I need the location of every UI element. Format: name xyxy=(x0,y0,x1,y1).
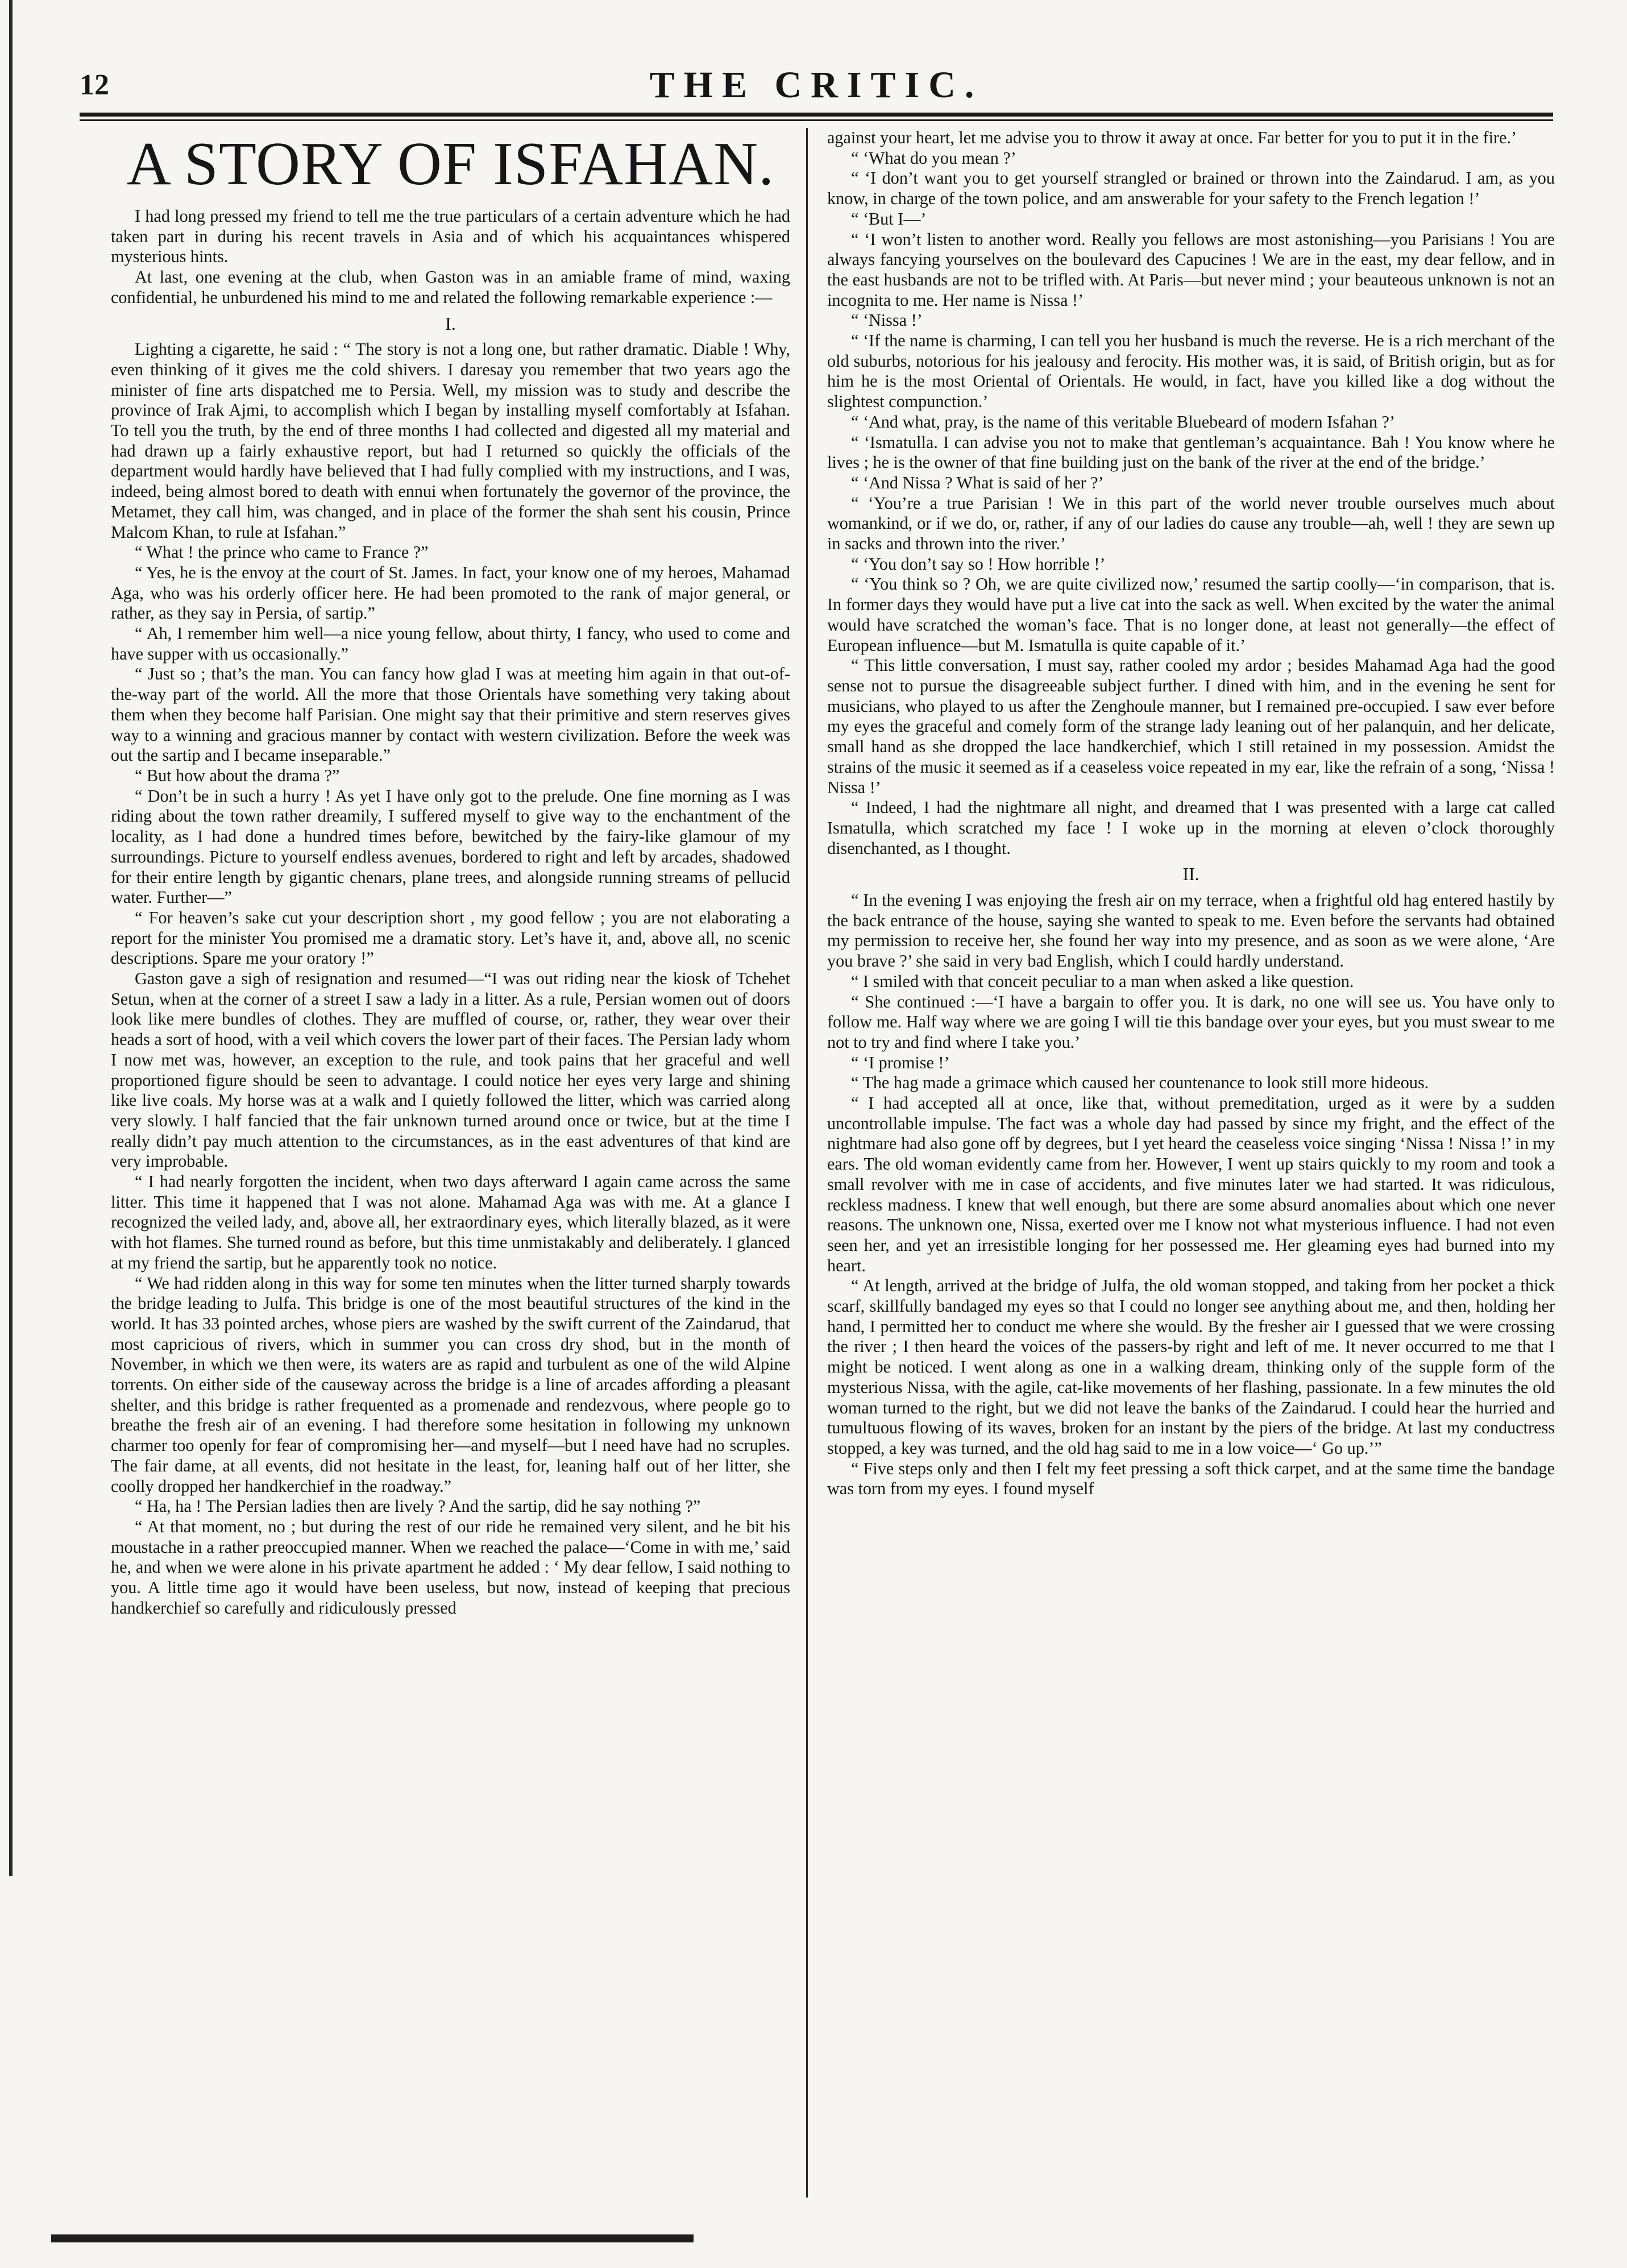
paragraph: “ Ha, ha ! The Persian ladies then are lively ? And the sartip, did he say nothing ?” xyxy=(135,1496,701,1516)
paragraph: “ Don’t be in such a hurry ! As yet I have only got to the prelude. One fine morning as I was riding about the town rather dreamily, I suffered myself to give way to the enchantment of the locality, as I had done a hundred times before, bewitched by the fairy-like glamour of my surroundings. Picture to yourself endless avenues, bordered to right and left by arcades, shadowed for their entire length by gigantic chenars, plane trees, and alongside running streams of pellucid water. Further—” xyxy=(111,786,790,907)
paragraph: “ ‘You think so ? Oh, we are quite civilized now,’ resumed the sartip coolly—‘in comparison, that is. In former days they would have put a live cat into the sack as well. When excited by the water the animal would have scratched the woman’s face. That is no longer done, at least not generally—the effect of European influence—but M. Ismatulla is quite capable of it.’ xyxy=(827,574,1555,655)
page-header xyxy=(80,64,1553,126)
paragraph: “ ‘What do you mean ?’ xyxy=(851,148,1016,168)
paragraph: “ ‘I don’t want you to get yourself strangled or brained or thrown into the Zaindarud. I am, as you know, in charge of the town police, and am answerable for your safety to the French legation !’ xyxy=(827,168,1555,209)
paragraph: “ She continued :—‘I have a bargain to offer you. It is dark, no one will see us. You have only to follow me. Half way where we are going I will tie this bandage over your eyes, but you must swear to me not to try and find where I take you.’ xyxy=(827,992,1555,1052)
paragraph: “ Five steps only and then I felt my feet pressing a soft thick carpet, and at the same time the bandage was torn from my eyes. I found myself xyxy=(827,1458,1555,1499)
paragraph: “ In the evening I was enjoying the fresh air on my terrace, when a frightful old hag entered hastily by the back entrance of the house, saying she wanted to speak to me. Even before the servants had obtained my permission to receive her, she found her way into my presence, and as soon as we were alone, ‘Are you brave ?’ she said in very bad English, which I could hardly understand. xyxy=(827,890,1555,971)
paragraph: “ The hag made a grimace which caused her countenance to look still more hideous. xyxy=(851,1073,1429,1093)
paragraph: “ Yes, he is the envoy at the court of St. James. In fact, your know one of my heroes, Mahamad Aga, who was his orderly officer here. He had been promoted to the rank of major general, or rather, as they say in Persia, of sartip.” xyxy=(111,562,790,623)
masthead: THE CRITIC. xyxy=(649,64,983,106)
paragraph: “ ‘I promise !’ xyxy=(851,1052,950,1072)
paragraph: “ Indeed, I had the nightmare all night, and dreamed that I was presented with a large cat called Ismatulla, which scratched my face ! I woke up in the morning at eleven o’clock thoroughly disenchanted, as I thought. xyxy=(827,798,1555,858)
paragraph: “ At length, arrived at the bridge of Julfa, the old woman stopped, and taking from her pocket a thick scarf, skillfully bandaged my eyes so that I could no longer see anything about me, and then, holding her hand, I permitted her to conduct me where she would. By the fresher air I guessed that we were crossing the river ; I then heard the voices of the passers-by right and left of me. It never occurred to me that I might be noticed. I went along as one in a walking dream, thinking only of the supple form of the mysterious Nissa, with the agile, cat-like movements of her flashing, passionate. In a few minutes the old woman turned to the right, but we did not leave the banks of the Zaindarud. I could hear the hurried and tumultuous flowing of its waves, broken for an instant by the piers of the bridge. At last my conductress stopped, a key was turned, and the old hag said to me in a low voice—‘ Go up.’” xyxy=(827,1276,1555,1458)
paragraph: “ Just so ; that’s the man. You can fancy how glad I was at meeting him again in that out-of-the-way part of the world. All the more that those Orientals have something very taking about them when they become half Parisian. One might say that their primitive and stern reserves gives way to a winning and gracious manner by contact with western civilization. Before the week was out the sartip and I became inseparable.” xyxy=(111,664,790,765)
paragraph: “ ‘And Nissa ? What is said of her ?’ xyxy=(851,472,1104,492)
section-number: II. xyxy=(1182,864,1200,885)
paragraph: “ ‘You’re a true Parisian ! We in this part of the world never trouble ourselves much about womankind, or if we do, or, rather, if any of our ladies do cause any trouble—ah, well ! they are sewn up in sacks and thrown into the river.’ xyxy=(827,493,1555,554)
paragraph: “ Ah, I remember him well—a nice young fellow, about thirty, I fancy, who used to come and have supper with us occasionally.” xyxy=(111,624,790,664)
paragraph: “ This little conversation, I must say, rather cooled my ardor ; besides Mahamad Aga had the good sense not to pursue the disagreeable subject further. I dined with him, and in the evening he sent for musicians, who played to us after the Zenghoule manner, but I remained pre-occupied. I saw ever before my eyes the graceful and comely form of the strange lady leaning out of her palanquin, and her delicate, small hand as she dropped the lace handkerchief, which I still retained in my possession. Amidst the strains of the music it seemed as if a ceaseless voice repeated in my ear, like the refrain of a song, ‘Nissa ! Nissa !’ xyxy=(827,656,1555,797)
header-rule xyxy=(80,113,1553,117)
paragraph: “ I had nearly forgotten the incident, when two days afterward I again came across the same litter. This time it happened that I was not alone. Mahamad Aga was with me. At a glance I recognized the veiled lady, and, above all, her extraordinary eyes, which literally blazed, as it were with hot flames. She turned round as before, but this time unmistakably and deliberately. I glanced at my friend the sartip, but he apparently took no notice. xyxy=(111,1172,790,1272)
header-rule-thin xyxy=(80,119,1553,121)
paragraph: “ I had accepted all at once, like that, without premeditation, urged as it were by a sudden uncontrollable impulse. The fact was a whole day had passed by since my fright, and the effect of the nightmare had also gone off by degrees, but I yet heard the ceaseless voice singing ‘Nissa ! Nissa !’ in my ears. The old woman evidently came from her. However, I went up stairs quickly to my room and took a small revolver with me in case of accidents, and five minutes later we had started. It was ridiculous, reckless madness. I knew that well enough, but there are some absurd anomalies about which one never reasons. The unknown one, Nissa, exerted over me I know not what mysterious influence. I had not even seen her, and yet an irresistible longing for her possessed me. Her gleaming eyes had burned into my heart. xyxy=(827,1093,1555,1275)
paragraph: “ ‘But I—’ xyxy=(851,209,927,229)
section-number: I. xyxy=(445,313,456,334)
paragraph: Lighting a cigarette, he said : “ The story is not a long one, but rather dramatic. Diable ! Why, even thinking of it gives me the cold shivers. I daresay you remember that two years ago the minister of fine arts dispatched me to Persia. Well, my mission was to study and describe the province of Irak Ajmi, to accomplish which I began by installing myself comfortably at Isfahan. To tell you the truth, by the end of three months I had collected and digested all my material and had drawn up a fairly exhaustive report, but had I returned so quickly the officials of the department would hardly have believed that I had fully complied with my instructions, and I was, indeed, being almost bored to death with ennui when fortunately the governor of the province, the Metamet, they call him, was changed, and in place of the former the shah sent his cousin, Prince Malcom Khan, to rule at Isfahan.” xyxy=(111,339,790,542)
paragraph: Gaston gave a sigh of resignation and resumed—“I was out riding near the kiosk of Tchehet Setun, when at the corner of a street I saw a lady in a litter. As a rule, Persian women out of doors look like mere bundles of clothes. They are muffled of course, or, rather, they wear over their heads a sort of hood, with a veil which covers the lower part of their faces. The Persian lady whom I now met was, however, an exception to the rule, and took pains that her graceful and well proportioned figure should be seen to advantage. I could notice her eyes very large and shining like live coals. My horse was at a walk and I quietly followed the litter, which was carried along very slowly. I half fancied that the fair unknown turned around once or twice, but at the time I really didn’t pay much attention to the circumstances, as in the east adventures of that kind are very improbable. xyxy=(111,969,790,1171)
paragraph: “ For heaven’s sake cut your description short , my good fellow ; you are not elaborating a report for the minister You promised me a dramatic story. Let’s have it, and, above all, no scenic descriptions. Spare me your oratory !” xyxy=(111,907,790,968)
paragraph: “ ‘And what, pray, is the name of this veritable Bluebeard of modern Isfahan ?’ xyxy=(851,412,1395,432)
footer-rule xyxy=(51,2234,694,2242)
paragraph: “ At that moment, no ; but during the rest of our ride he remained very silent, and he bit his moustache in a rather preoccupied manner. When we reached the palace—‘Come in with me,’ said he, and when we were alone in his private apartment he added : ‘ My dear fellow, I said nothing to you. A little time ago it would have been useless, but now, instead of keeping that precious handkerchief so carefully and ridiculously pressed xyxy=(111,1517,790,1618)
paragraph: “ I smiled with that conceit peculiar to a man when asked a like question. xyxy=(851,971,1354,991)
page-number: 12 xyxy=(80,69,109,101)
paragraph: I had long pressed my friend to tell me the true particulars of a certain adventure which he had taken part in during his recent travels in Asia and of which his acquaintances whispered mysterious hints. xyxy=(111,206,790,267)
paragraph: “ ‘Nissa !’ xyxy=(851,310,923,330)
left-column xyxy=(111,128,790,1619)
story-title: A STORY OF ISFAHAN. xyxy=(126,130,775,198)
paragraph: “ ‘Ismatulla. I can advise you not to make that gentleman’s acquaintance. Bah ! You know where he lives ; he is the owner of that fine building just on the bank of the river at the end of the bridge.’ xyxy=(827,432,1555,472)
paragraph: “ We had ridden along in this way for some ten minutes when the litter turned sharply towards the bridge leading to Julfa. This bridge is one of the most beautiful structures of the kind in the world. It has 33 pointed arches, whose piers are washed by the swift current of the Zaindarud, that most capricious of rivers, which in summer you can cross dry shod, but in the month of November, in which we then were, its waters are as rapid and turbulent as one of the wild Alpine torrents. On either side of the causeway across the bridge is a line of arcades affording a pleasant shelter, and this bridge is rather frequented as a promenade and rendezvous, where people go to breathe the fresh air of an evening. I had therefore some hesitation in following my unknown charmer too openly for fear of compromising her—and myself—but I need have had no scruples. The fair dame, at all events, did not hesitate in the least, for, leaning half out of her litter, she coolly dropped her handkerchief in the roadway.” xyxy=(111,1273,790,1496)
paragraph: against your heart, let me advise you to throw it away at once. Far better for you to put it in the fire.’ xyxy=(827,128,1517,147)
column-divider xyxy=(806,128,808,2197)
right-column xyxy=(827,128,1555,1499)
paragraph: “ ‘If the name is charming, I can tell you her husband is much the reverse. He is a rich merchant of the old suburbs, notorious for his jealousy and ferocity. His mother was, it is said, of British origin, but as for him he is the most Oriental of Orientals. He would, in fact, have you killed like a dog without the slightest compunction.’ xyxy=(827,331,1555,412)
paragraph: “ What ! the prince who came to France ?” xyxy=(135,542,429,562)
paragraph: At last, one evening at the club, when Gaston was in an amiable frame of mind, waxing confidential, he unburdened his mind to me and related the following remarkable experience :— xyxy=(111,267,790,307)
paragraph: “ But how about the drama ?” xyxy=(135,765,340,785)
paragraph: “ ‘I won’t listen to another word. Really you fellows are most astonishing—you Parisians ! You are always fancying yourselves on the boulevard des Capucines ! We are in the east, my dear fellow, and in the east husbands are not to be trifled with. At Paris—but never mind ; your beauteous unknown is not an incognita to me. Her name is Nissa !’ xyxy=(827,229,1555,310)
binding-edge xyxy=(9,0,13,1876)
paragraph: “ ‘You don’t say so ! How horrible !’ xyxy=(851,554,1106,574)
